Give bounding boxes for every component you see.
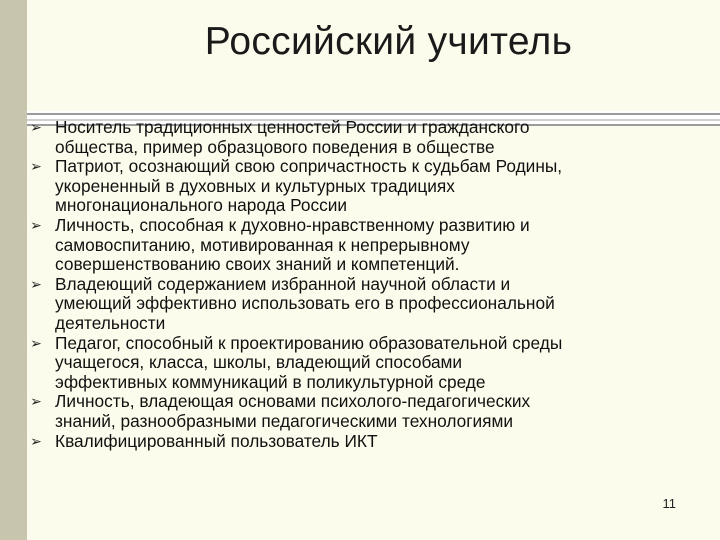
- bullet-line: Носитель традиционных ценностей России и гражданского: [55, 117, 530, 137]
- bullet-line: Личность, способная к духовно-нравственному развитию и: [55, 214, 530, 235]
- bullet-item: [0, 432, 720, 452]
- arrow-bullet-icon: ➢: [30, 119, 42, 135]
- bullet-line: укорененный в духовных и культурных традициях: [55, 175, 455, 196]
- bullet-line: знаний, разнообразными педагогическими технологиями: [55, 410, 514, 431]
- page-number: 11: [662, 496, 676, 511]
- bullet-item: [0, 275, 720, 334]
- arrow-bullet-icon: ➢: [30, 432, 42, 449]
- bullet-item: [0, 118, 720, 157]
- bullet-line: умеющий эффективно использовать его в профессиональной: [55, 293, 555, 314]
- arrow-bullet-icon: ➢: [30, 275, 42, 292]
- arrow-bullet-icon: ➢: [30, 158, 42, 175]
- bullet-line: Педагог, способный к проектированию образовательной среды: [55, 332, 563, 353]
- slide-title: Российский учитель: [204, 20, 573, 63]
- bullet-list: [0, 118, 720, 451]
- divider-line-top: [27, 113, 720, 115]
- arrow-bullet-icon: ➢: [30, 216, 42, 233]
- bullet-line: Владеющий содержанием избранной научной области и: [55, 273, 511, 294]
- bullet-line: самовоспитанию, мотивированная к непрерывному: [55, 234, 470, 255]
- bullet-line: общества, пример образцового поведения в обществе: [55, 136, 495, 157]
- bullet-item: [0, 216, 720, 275]
- arrow-bullet-icon: ➢: [30, 334, 42, 351]
- bullet-line: Патриот, осознающий свою сопричастность к судьбам Родины,: [55, 156, 563, 177]
- arrow-bullet-icon: ➢: [30, 393, 42, 410]
- bullet-line: учащегося, класса, школы, владеющий способами: [55, 352, 463, 373]
- bullet-line: Личность, владеющая основами психолого-педагогических: [55, 391, 531, 412]
- bullet-line: многонационального народа России: [55, 195, 348, 216]
- bullet-line: Квалифицированный пользователь ИКТ: [55, 430, 378, 451]
- bullet-item: [0, 392, 720, 431]
- bullet-item: [0, 334, 720, 393]
- bullet-line: эффективных коммуникаций в поликультурной среде: [55, 371, 486, 392]
- bullet-line: деятельности: [55, 312, 166, 333]
- bullet-line: совершенствованию своих знаний и компетенций.: [55, 254, 460, 275]
- bullet-item: [0, 157, 720, 216]
